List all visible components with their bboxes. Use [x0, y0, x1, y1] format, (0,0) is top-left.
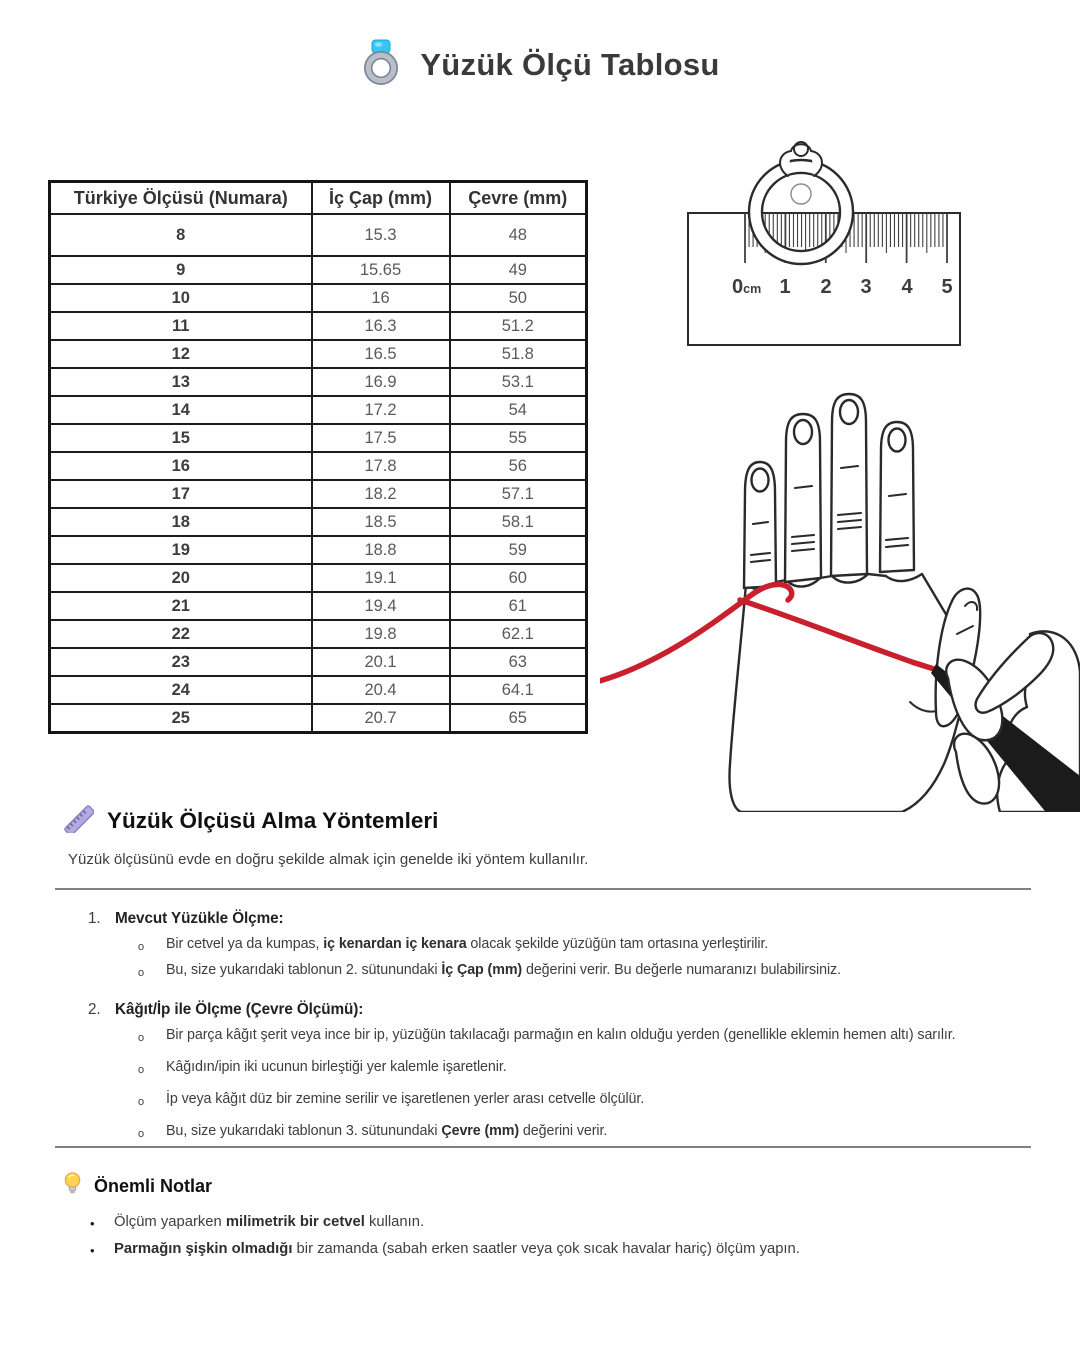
table-row	[50, 480, 587, 508]
table-cell: 21	[50, 592, 312, 620]
table-row	[50, 620, 587, 648]
methods-intro: Yüzük ölçüsünü evde en doğru şekilde almak için genelde iki yöntem kullanılır.	[68, 851, 589, 868]
size-table-body	[50, 214, 587, 733]
table-row	[50, 536, 587, 564]
table-row	[50, 592, 587, 620]
table-cell: 60	[450, 564, 587, 592]
table-cell: 20.4	[312, 676, 450, 704]
table-cell: 15.3	[312, 214, 450, 256]
table-cell: 17	[50, 480, 312, 508]
table-cell: 51.2	[450, 312, 587, 340]
table-row	[50, 368, 587, 396]
svg-text:0cm: 0cm	[732, 276, 762, 298]
page-title: Yüzük Ölçü Tablosu	[420, 46, 720, 82]
method-bullet: o İp veya kâğıt düz bir zemine serilir ve işaretlenen yerler arası cetvelle ölçülür.	[138, 1091, 645, 1108]
table-cell: 17.5	[312, 424, 450, 452]
table-cell: 55	[450, 424, 587, 452]
svg-text:2: 2	[820, 276, 832, 298]
method-item-title: 2. Kâğıt/İp ile Ölçme (Çevre Ölçümü):	[88, 1001, 364, 1018]
hand-string-illustration	[600, 372, 1080, 817]
divider	[55, 1146, 1031, 1148]
table-cell: 18	[50, 508, 312, 536]
svg-text:5: 5	[941, 276, 953, 298]
table-cell: 24	[50, 676, 312, 704]
table-cell: 62.1	[450, 620, 587, 648]
table-cell: 18.2	[312, 480, 450, 508]
table-cell: 14	[50, 396, 312, 424]
document-title	[0, 38, 1080, 91]
ring-icon	[360, 38, 402, 91]
table-cell: 58.1	[450, 508, 587, 536]
fingernail	[794, 420, 812, 444]
table-cell: 15	[50, 424, 312, 452]
table-cell: 63	[450, 648, 587, 676]
table-cell: 64.1	[450, 676, 587, 704]
ruler-icon	[64, 803, 94, 839]
table-cell: 16.5	[312, 340, 450, 368]
table-cell: 13	[50, 368, 312, 396]
notes-list	[90, 1212, 1020, 1266]
column-header-circumference: Çevre (mm)	[450, 182, 587, 215]
method-item	[88, 999, 1040, 1145]
table-cell: 51.8	[450, 340, 587, 368]
method-bullet: o Bu, size yukarıdaki tablonun 2. sütunundaki İç Çap (mm) değerini verir. Bu değerle numaranızı bulabilirsiniz.	[138, 962, 841, 979]
table-cell: 19.4	[312, 592, 450, 620]
table-cell: 9	[50, 256, 312, 284]
table-row	[50, 424, 587, 452]
table-row	[50, 648, 587, 676]
ruler-ring-illustration	[620, 130, 1060, 375]
table-cell: 22	[50, 620, 312, 648]
divider	[55, 888, 1031, 890]
ring-size-table	[48, 180, 588, 734]
table-row	[50, 676, 587, 704]
note-bullet: • Parmağın şişkin olmadığı bir zamanda (sabah erken saatler veya çok sıcak havalar hariç) ölçüm yapın.	[90, 1241, 800, 1258]
table-cell: 17.8	[312, 452, 450, 480]
method-bullet: o Kâğıdın/ipin iki ucunun birleştiği yer kalemle işaretlenir.	[138, 1059, 507, 1076]
table-cell: 20.1	[312, 648, 450, 676]
table-row	[50, 704, 587, 733]
table-row	[50, 256, 587, 284]
table-cell: 53.1	[450, 368, 587, 396]
svg-text:3: 3	[860, 276, 872, 298]
notes-section-title: Önemli Notlar	[64, 1172, 212, 1201]
table-cell: 10	[50, 284, 312, 312]
svg-text:1: 1	[779, 276, 791, 298]
table-row	[50, 284, 587, 312]
fingernail	[889, 429, 906, 452]
table-cell: 61	[450, 592, 587, 620]
methods-list	[88, 908, 1040, 1153]
table-cell: 17.2	[312, 396, 450, 424]
table-cell: 57.1	[450, 480, 587, 508]
table-cell: 20	[50, 564, 312, 592]
method-bullet: o Bu, size yukarıdaki tablonun 3. sütunundaki Çevre (mm) değerini verir.	[138, 1123, 608, 1140]
table-cell: 8	[50, 214, 312, 256]
method-bullet: o Bir parça kâğıt şerit veya ince bir ip, yüzüğün takılacağı parmağın en kalın olduğu yerden (genellikle eklemin hemen altı) sarılır.	[138, 1027, 956, 1044]
svg-text:4: 4	[901, 276, 913, 298]
table-cell: 15.65	[312, 256, 450, 284]
table-cell: 19.8	[312, 620, 450, 648]
table-row	[50, 312, 587, 340]
table-cell: 20.7	[312, 704, 450, 733]
column-header-diameter: İç Çap (mm)	[312, 182, 450, 215]
table-cell: 11	[50, 312, 312, 340]
table-row	[50, 396, 587, 424]
table-cell: 18.5	[312, 508, 450, 536]
note-bullet: • Ölçüm yaparken milimetrik bir cetvel kullanın.	[90, 1214, 425, 1231]
fingernail	[840, 400, 858, 424]
table-cell: 19.1	[312, 564, 450, 592]
table-cell: 65	[450, 704, 587, 733]
table-cell: 49	[450, 256, 587, 284]
lightbulb-icon	[64, 1172, 81, 1201]
table-row	[50, 564, 587, 592]
table-cell: 50	[450, 284, 587, 312]
table-row	[50, 452, 587, 480]
table-row	[50, 508, 587, 536]
table-cell: 54	[450, 396, 587, 424]
table-cell: 19	[50, 536, 312, 564]
method-item-title: 1. Mevcut Yüzükle Ölçme:	[88, 910, 284, 927]
table-cell: 12	[50, 340, 312, 368]
column-header-size: Türkiye Ölçüsü (Numara)	[50, 182, 312, 215]
table-cell: 16.3	[312, 312, 450, 340]
table-cell: 48	[450, 214, 587, 256]
table-row	[50, 214, 587, 256]
table-cell: 59	[450, 536, 587, 564]
table-cell: 25	[50, 704, 312, 733]
table-cell: 23	[50, 648, 312, 676]
method-bullet: o Bir cetvel ya da kumpas, iç kenardan iç kenara olacak şekilde yüzüğün tam ortasına yerleştirilir.	[138, 936, 769, 953]
fingernail	[752, 469, 769, 492]
table-cell: 16.9	[312, 368, 450, 396]
table-cell: 56	[450, 452, 587, 480]
methods-section-title: Yüzük Ölçüsü Alma Yöntemleri	[64, 803, 438, 839]
table-row	[50, 340, 587, 368]
method-item	[88, 908, 1040, 984]
table-header-row	[50, 182, 587, 215]
table-cell: 16	[50, 452, 312, 480]
table-cell: 18.8	[312, 536, 450, 564]
table-cell: 16	[312, 284, 450, 312]
